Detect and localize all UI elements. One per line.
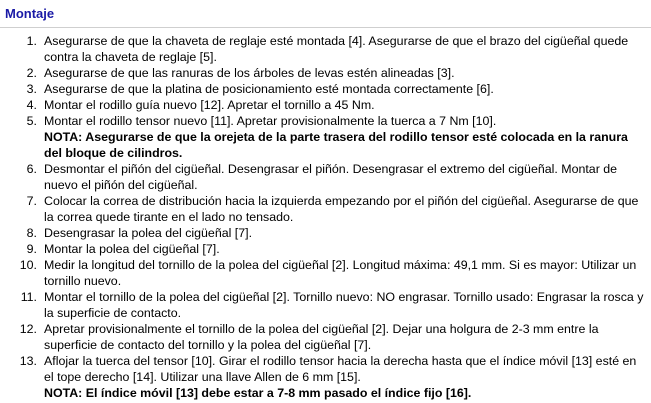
step-text: Asegurarse de que la platina de posicionamiento esté montada correctamente [6]. xyxy=(44,82,494,96)
step-number: 13. xyxy=(19,354,37,368)
step-item-12 xyxy=(0,321,651,353)
step-number: 8. xyxy=(26,226,37,240)
section-title: Montaje xyxy=(5,6,55,21)
step-item-13 xyxy=(0,353,651,401)
step-item-5 xyxy=(0,113,651,161)
step-item-2 xyxy=(0,65,651,81)
step-text: Asegurarse de que la chaveta de reglaje esté montada [4]. Asegurarse de que el brazo del cigüeñal quede contra la chaveta de reglaje [5]. xyxy=(44,34,629,64)
step-text: Asegurarse de que las ranuras de los árboles de levas estén alineadas [3]. xyxy=(44,66,455,80)
step-note: NOTA: Asegurarse de que la orejeta de la parte trasera del rodillo tensor esté colocada en la ranura del bloque de cilindros. xyxy=(44,130,628,160)
step-text: Desengrasar la polea del cigüeñal [7]. xyxy=(44,226,253,240)
step-number: 6. xyxy=(26,162,37,176)
step-number: 4. xyxy=(26,98,37,112)
step-text: Medir la longitud del tornillo de la polea del cigüeñal [2]. Longitud máxima: 49,1 mm. Si es mayor: Utilizar un tornillo nuevo. xyxy=(44,258,637,288)
step-item-10 xyxy=(0,257,651,289)
step-text: Desmontar el piñón del cigüeñal. Desengrasar el piñón. Desengrasar el extremo del cigüeñal. Montar de nuevo el piñón del cigüeñal. xyxy=(44,162,618,192)
step-item-1 xyxy=(0,33,651,65)
step-item-3 xyxy=(0,81,651,97)
step-number: 7. xyxy=(26,194,37,208)
step-item-6 xyxy=(0,161,651,193)
step-text: Colocar la correa de distribución hacia la izquierda empezando por el piñón del cigüeñal. Asegurarse de que la correa quede tirante en el lado no tensado. xyxy=(44,194,639,224)
step-note: NOTA: El índice móvil [13] debe estar a 7-8 mm pasado el índice fijo [16]. xyxy=(44,386,472,400)
step-text: Aflojar la tuerca del tensor [10]. Girar el rodillo tensor hacia la derecha hasta que el índice móvil [13] esté en el tope derecho [14]. Utilizar una llave Allen de 6 mm [15]. xyxy=(44,354,637,384)
procedure-steps-list xyxy=(0,33,651,401)
step-text: Montar la polea del cigüeñal [7]. xyxy=(44,242,220,256)
step-item-9 xyxy=(0,241,651,257)
section-header xyxy=(0,0,651,28)
step-text: Montar el tornillo de la polea del cigüeñal [2]. Tornillo nuevo: NO engrasar. Tornillo usado: Engrasar la rosca y la superficie de contacto. xyxy=(44,290,644,320)
step-number: 12. xyxy=(19,322,37,336)
step-number: 1. xyxy=(26,34,37,48)
step-number: 11. xyxy=(20,290,37,304)
step-item-7 xyxy=(0,193,651,225)
step-number: 9. xyxy=(26,242,37,256)
step-number: 10. xyxy=(19,258,37,272)
step-text: Montar el rodillo tensor nuevo [11]. Apretar provisionalmente la tuerca a 7 Nm [10]. xyxy=(44,114,497,128)
step-number: 2. xyxy=(26,66,37,80)
step-number: 5. xyxy=(26,114,37,128)
step-text: Apretar provisionalmente el tornillo de la polea del cigüeñal [2]. Dejar una holgura de 2-3 mm entre la superficie de contacto del tornillo y la polea del cigüeñal [7]. xyxy=(44,322,599,352)
step-item-11 xyxy=(0,289,651,321)
step-item-4 xyxy=(0,97,651,113)
step-item-8 xyxy=(0,225,651,241)
step-number: 3. xyxy=(26,82,37,96)
step-text: Montar el rodillo guía nuevo [12]. Apretar el tornillo a 45 Nm. xyxy=(44,98,375,112)
